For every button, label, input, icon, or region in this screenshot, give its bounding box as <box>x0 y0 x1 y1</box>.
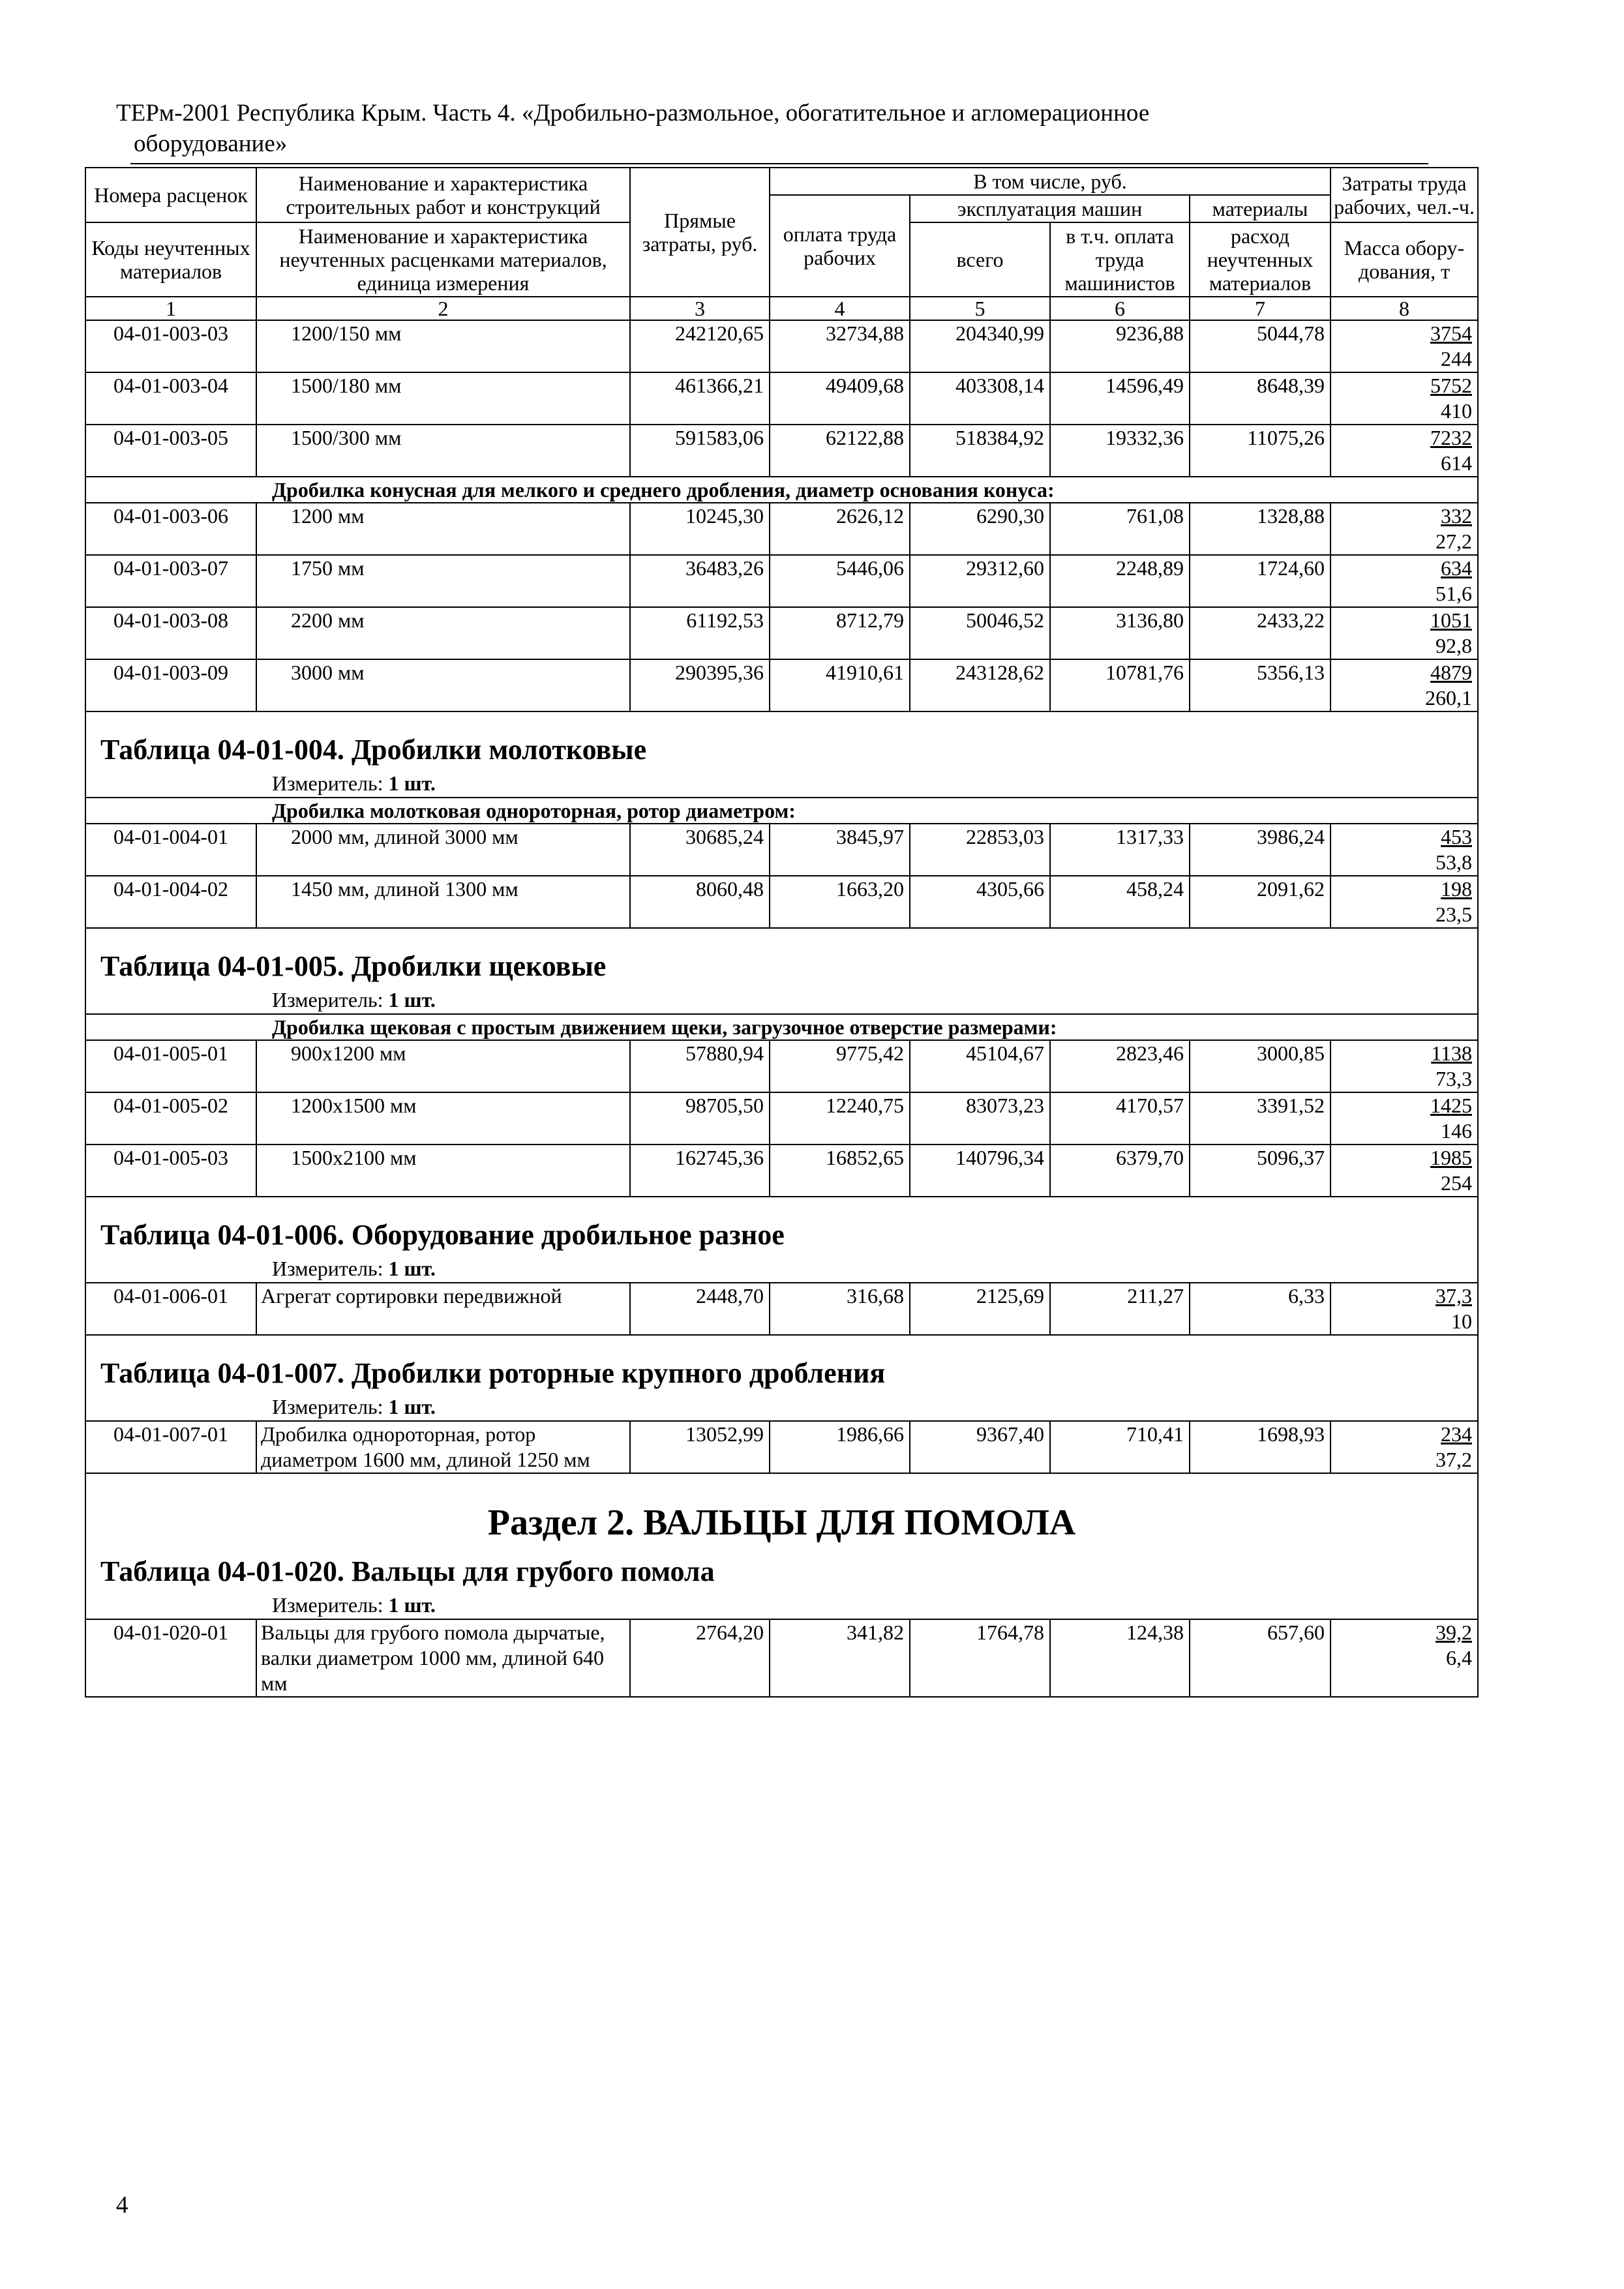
labor-cost: 341,82 <box>770 1619 910 1697</box>
col2-top-header: Наименование и характеристика строительных работ и конструкций <box>256 168 630 222</box>
spacer-row <box>85 928 1478 947</box>
machine-cost: 518384,92 <box>910 425 1050 477</box>
machinist-labor-cost: 124,38 <box>1050 1619 1190 1697</box>
measure-row <box>85 1393 1478 1421</box>
measure-line <box>85 1255 1478 1283</box>
table-row <box>85 555 1478 607</box>
spacer-row <box>85 711 1478 730</box>
equipment-mass: 37,2 <box>1436 1448 1473 1471</box>
labor-cost: 9775,42 <box>770 1040 910 1092</box>
labor-cost: 12240,75 <box>770 1092 910 1144</box>
spacer <box>85 711 1478 730</box>
rate-code: 04-01-006-01 <box>85 1283 256 1335</box>
labor-hours: 4879 <box>1430 661 1473 684</box>
rate-code: 04-01-007-01 <box>85 1421 256 1473</box>
equipment-mass: 73,3 <box>1436 1067 1473 1090</box>
measure-line <box>85 1591 1478 1619</box>
table-row <box>85 1144 1478 1197</box>
table-row <box>85 425 1478 477</box>
spacer-row <box>85 1197 1478 1216</box>
table-title-row <box>85 1552 1478 1591</box>
equipment-mass: 244 <box>1441 347 1473 370</box>
machine-cost: 50046,52 <box>910 607 1050 659</box>
col2-bottom-header: Наименование и характеристика неучтенных расценками материалов, единица измерения <box>256 222 630 297</box>
col5-header: всего <box>910 222 1050 297</box>
labor-mass-cell <box>1331 824 1478 876</box>
section-2-title: Раздел 2. ВАЛЬЦЫ ДЛЯ ПОМОЛА <box>85 1473 1478 1552</box>
rate-code: 04-01-003-09 <box>85 659 256 711</box>
labor-cost: 1663,20 <box>770 876 910 928</box>
labor-hours: 234 <box>1441 1422 1473 1446</box>
col-number: 4 <box>770 297 910 320</box>
spacer <box>85 928 1478 947</box>
table-row <box>85 1283 1478 1335</box>
materials-cost: 11075,26 <box>1190 425 1331 477</box>
measure-row <box>85 770 1478 798</box>
labor-mass-cell <box>1331 1619 1478 1697</box>
labor-mass-cell <box>1331 1144 1478 1197</box>
section-title-row <box>85 1473 1478 1552</box>
rate-code: 04-01-020-01 <box>85 1619 256 1697</box>
subheading-row <box>85 1014 1478 1040</box>
machine-cost: 9367,40 <box>910 1421 1050 1473</box>
labor-cost: 16852,65 <box>770 1144 910 1197</box>
materials-cost: 3000,85 <box>1190 1040 1331 1092</box>
labor-mass-cell <box>1331 425 1478 477</box>
labor-hours: 7232 <box>1430 426 1473 449</box>
labor-cost: 8712,79 <box>770 607 910 659</box>
labor-hours: 1985 <box>1430 1146 1473 1169</box>
labor-mass-cell <box>1331 659 1478 711</box>
col8-bottom-header: Масса обору-дования, т <box>1331 222 1478 297</box>
labor-cost: 5446,06 <box>770 555 910 607</box>
equipment-mass: 6,4 <box>1446 1646 1473 1669</box>
equipment-mass: 410 <box>1441 399 1473 423</box>
direct-cost: 30685,24 <box>630 824 770 876</box>
table-row <box>85 1092 1478 1144</box>
table-row <box>85 876 1478 928</box>
equipment-mass: 23,5 <box>1436 903 1473 926</box>
item-name: 1750 мм <box>256 555 630 607</box>
direct-cost: 57880,94 <box>630 1040 770 1092</box>
machinist-labor-cost: 1317,33 <box>1050 824 1190 876</box>
measure-value: 1 шт. <box>388 988 436 1011</box>
table-row <box>85 503 1478 555</box>
table-04-01-020-title: Таблица 04-01-020. Вальцы для грубого помола <box>85 1552 1478 1591</box>
spacer-row <box>85 1335 1478 1354</box>
equipment-mass: 51,6 <box>1436 582 1473 605</box>
measure-value: 1 шт. <box>388 1593 436 1617</box>
machinist-labor-cost: 6379,70 <box>1050 1144 1190 1197</box>
labor-mass-cell <box>1331 1092 1478 1144</box>
table-row <box>85 320 1478 372</box>
materials-cost: 5096,37 <box>1190 1144 1331 1197</box>
item-name: 1450 мм, длиной 1300 мм <box>256 876 630 928</box>
machinist-labor-cost: 2248,89 <box>1050 555 1190 607</box>
header-row-1 <box>85 168 1478 195</box>
labor-cost: 62122,88 <box>770 425 910 477</box>
page-header <box>116 98 1460 159</box>
labor-hours: 5752 <box>1430 374 1473 397</box>
table-row <box>85 607 1478 659</box>
col3-header: Прямые затраты, руб. <box>630 168 770 297</box>
machinist-labor-cost: 2823,46 <box>1050 1040 1190 1092</box>
labor-hours: 332 <box>1441 504 1473 528</box>
table-row <box>85 824 1478 876</box>
measure-row <box>85 1591 1478 1619</box>
direct-cost: 2764,20 <box>630 1619 770 1697</box>
measure-line <box>85 1393 1478 1421</box>
direct-cost: 13052,99 <box>630 1421 770 1473</box>
materials-cost: 2091,62 <box>1190 876 1331 928</box>
table-row <box>85 1421 1478 1473</box>
machinist-labor-cost: 3136,80 <box>1050 607 1190 659</box>
item-name: 1200х1500 мм <box>256 1092 630 1144</box>
measure-line <box>85 770 1478 798</box>
direct-cost: 2448,70 <box>630 1283 770 1335</box>
col8-top-header: Затраты труда рабочих, чел.-ч. <box>1331 168 1478 222</box>
labor-hours: 39,2 <box>1436 1621 1473 1644</box>
labor-cost: 32734,88 <box>770 320 910 372</box>
labor-hours: 1051 <box>1430 608 1473 632</box>
equipment-mass: 27,2 <box>1436 530 1473 553</box>
rate-code: 04-01-005-03 <box>85 1144 256 1197</box>
machine-cost: 1764,78 <box>910 1619 1050 1697</box>
measure-label: Измеритель: <box>272 988 383 1011</box>
rate-code: 04-01-005-02 <box>85 1092 256 1144</box>
col-number: 3 <box>630 297 770 320</box>
rate-code: 04-01-003-08 <box>85 607 256 659</box>
subheading-row <box>85 798 1478 824</box>
spacer <box>85 1197 1478 1216</box>
machine-cost: 204340,99 <box>910 320 1050 372</box>
equipment-mass: 260,1 <box>1425 686 1473 710</box>
materials-cost: 8648,39 <box>1190 372 1331 425</box>
col-number: 6 <box>1050 297 1190 320</box>
col-number: 1 <box>85 297 256 320</box>
materials-cost: 6,33 <box>1190 1283 1331 1335</box>
machines-header: эксплуатация машин <box>910 195 1190 222</box>
header-line-1: ТЕРм-2001 Республика Крым. Часть 4. «Дробильно-размольное, обогатительное и агломерационное <box>116 100 1150 127</box>
col-number: 5 <box>910 297 1050 320</box>
labor-hours: 3754 <box>1430 322 1473 345</box>
subheading-cone-crusher: Дробилка конусная для мелкого и среднего дробления, диаметр основания конуса: <box>85 477 1478 503</box>
machine-cost: 6290,30 <box>910 503 1050 555</box>
materials-header: материалы <box>1190 195 1331 222</box>
page-number: 4 <box>116 2192 128 2219</box>
equipment-mass: 92,8 <box>1436 634 1473 657</box>
machine-cost: 140796,34 <box>910 1144 1050 1197</box>
labor-cost: 316,68 <box>770 1283 910 1335</box>
header-line-2: оборудование» <box>134 130 288 157</box>
labor-cost: 3845,97 <box>770 824 910 876</box>
labor-hours: 634 <box>1441 556 1473 580</box>
labor-cost: 41910,61 <box>770 659 910 711</box>
col-number: 2 <box>256 297 630 320</box>
incl-header: В том числе, руб. <box>770 168 1331 195</box>
measure-row <box>85 1255 1478 1283</box>
machinist-labor-cost: 4170,57 <box>1050 1092 1190 1144</box>
machinist-labor-cost: 710,41 <box>1050 1421 1190 1473</box>
machinist-labor-cost: 9236,88 <box>1050 320 1190 372</box>
table-row <box>85 659 1478 711</box>
labor-hours: 1138 <box>1431 1041 1473 1065</box>
measure-value: 1 шт. <box>388 1257 436 1280</box>
labor-mass-cell <box>1331 1283 1478 1335</box>
materials-cost: 5044,78 <box>1190 320 1331 372</box>
subheading-jaw-crusher: Дробилка щековая с простым движением щеки, загрузочное отверстие размерами: <box>85 1014 1478 1040</box>
rate-code: 04-01-003-05 <box>85 425 256 477</box>
machine-cost: 2125,69 <box>910 1283 1050 1335</box>
machine-cost: 83073,23 <box>910 1092 1050 1144</box>
labor-cost: 49409,68 <box>770 372 910 425</box>
table-04-01-007-title: Таблица 04-01-007. Дробилки роторные крупного дробления <box>85 1354 1478 1393</box>
direct-cost: 242120,65 <box>630 320 770 372</box>
table-title-row <box>85 947 1478 986</box>
machinist-labor-cost: 19332,36 <box>1050 425 1190 477</box>
item-name: 1500х2100 мм <box>256 1144 630 1197</box>
labor-cost: 2626,12 <box>770 503 910 555</box>
labor-hours: 1425 <box>1430 1094 1473 1117</box>
table-row <box>85 1040 1478 1092</box>
item-name: 2000 мм, длиной 3000 мм <box>256 824 630 876</box>
machine-cost: 243128,62 <box>910 659 1050 711</box>
direct-cost: 61192,53 <box>630 607 770 659</box>
equipment-mass: 53,8 <box>1436 850 1473 874</box>
column-numbers-row <box>85 297 1478 320</box>
item-name: 3000 мм <box>256 659 630 711</box>
machine-cost: 403308,14 <box>910 372 1050 425</box>
machinist-labor-cost: 458,24 <box>1050 876 1190 928</box>
item-name: Дробилка однороторная, ротор диаметром 1600 мм, длиной 1250 мм <box>256 1421 630 1473</box>
item-name: Агрегат сортировки передвижной <box>256 1283 630 1335</box>
labor-mass-cell <box>1331 372 1478 425</box>
labor-mass-cell <box>1331 876 1478 928</box>
table-title-row <box>85 1354 1478 1393</box>
rate-code: 04-01-003-07 <box>85 555 256 607</box>
machinist-labor-cost: 10781,76 <box>1050 659 1190 711</box>
measure-label: Измеритель: <box>272 1593 383 1617</box>
equipment-mass: 614 <box>1441 451 1473 475</box>
item-name: 1200 мм <box>256 503 630 555</box>
labor-mass-cell <box>1331 320 1478 372</box>
machine-cost: 45104,67 <box>910 1040 1050 1092</box>
measure-label: Измеритель: <box>272 771 383 795</box>
materials-cost: 1698,93 <box>1190 1421 1331 1473</box>
equipment-mass: 146 <box>1441 1119 1473 1143</box>
table-04-01-004-title: Таблица 04-01-004. Дробилки молотковые <box>85 730 1478 770</box>
table-title-row <box>85 1216 1478 1255</box>
materials-cost: 5356,13 <box>1190 659 1331 711</box>
direct-cost: 290395,36 <box>630 659 770 711</box>
subheading-hammer-crusher: Дробилка молотковая однороторная, ротор диаметром: <box>85 798 1478 824</box>
item-name: 1500/180 мм <box>256 372 630 425</box>
materials-cost: 2433,22 <box>1190 607 1331 659</box>
table-04-01-006-title: Таблица 04-01-006. Оборудование дробильное разное <box>85 1216 1478 1255</box>
spacer <box>85 1335 1478 1354</box>
machinist-labor-cost: 14596,49 <box>1050 372 1190 425</box>
subheading-row <box>85 477 1478 503</box>
col7-header: расход неучтенных материалов <box>1190 222 1331 297</box>
rate-code: 04-01-005-01 <box>85 1040 256 1092</box>
machinist-labor-cost: 211,27 <box>1050 1283 1190 1335</box>
rates-table <box>85 167 1479 1698</box>
rate-code: 04-01-003-03 <box>85 320 256 372</box>
materials-cost: 3391,52 <box>1190 1092 1331 1144</box>
labor-hours: 37,3 <box>1436 1284 1473 1308</box>
measure-label: Измеритель: <box>272 1395 383 1418</box>
labor-mass-cell <box>1331 555 1478 607</box>
equipment-mass: 10 <box>1451 1309 1473 1333</box>
machine-cost: 22853,03 <box>910 824 1050 876</box>
labor-hours: 198 <box>1441 877 1473 901</box>
equipment-mass: 254 <box>1441 1171 1473 1195</box>
col1-top-header: Номера расценок <box>85 168 256 222</box>
table-04-01-005-title: Таблица 04-01-005. Дробилки щековые <box>85 947 1478 986</box>
machine-cost: 4305,66 <box>910 876 1050 928</box>
direct-cost: 36483,26 <box>630 555 770 607</box>
table-row <box>85 372 1478 425</box>
measure-line <box>85 986 1478 1014</box>
direct-cost: 162745,36 <box>630 1144 770 1197</box>
direct-cost: 8060,48 <box>630 876 770 928</box>
materials-cost: 1328,88 <box>1190 503 1331 555</box>
rate-code: 04-01-003-06 <box>85 503 256 555</box>
header-rule <box>130 163 1428 164</box>
labor-mass-cell <box>1331 607 1478 659</box>
measure-row <box>85 986 1478 1014</box>
machinist-labor-cost: 761,08 <box>1050 503 1190 555</box>
labor-mass-cell <box>1331 503 1478 555</box>
labor-cost: 1986,66 <box>770 1421 910 1473</box>
rate-code: 04-01-004-01 <box>85 824 256 876</box>
item-name: Вальцы для грубого помола дырчатые, валки диаметром 1000 мм, длиной 640 мм <box>256 1619 630 1697</box>
col1-bottom-header: Коды неучтенных материалов <box>85 222 256 297</box>
labor-mass-cell <box>1331 1040 1478 1092</box>
direct-cost: 591583,06 <box>630 425 770 477</box>
direct-cost: 10245,30 <box>630 503 770 555</box>
rate-code: 04-01-003-04 <box>85 372 256 425</box>
item-name: 1200/150 мм <box>256 320 630 372</box>
measure-value: 1 шт. <box>388 771 436 795</box>
item-name: 1500/300 мм <box>256 425 630 477</box>
col-number: 8 <box>1331 297 1478 320</box>
col6-header: в т.ч. оплата труда машинистов <box>1050 222 1190 297</box>
materials-cost: 3986,24 <box>1190 824 1331 876</box>
table-row <box>85 1619 1478 1697</box>
rate-code: 04-01-004-02 <box>85 876 256 928</box>
labor-mass-cell <box>1331 1421 1478 1473</box>
item-name: 900х1200 мм <box>256 1040 630 1092</box>
col-number: 7 <box>1190 297 1331 320</box>
table-title-row <box>85 730 1478 770</box>
machine-cost: 29312,60 <box>910 555 1050 607</box>
direct-cost: 98705,50 <box>630 1092 770 1144</box>
measure-label: Измеритель: <box>272 1257 383 1280</box>
materials-cost: 1724,60 <box>1190 555 1331 607</box>
materials-cost: 657,60 <box>1190 1619 1331 1697</box>
item-name: 2200 мм <box>256 607 630 659</box>
col4-header: оплата труда рабочих <box>770 195 910 297</box>
direct-cost: 461366,21 <box>630 372 770 425</box>
labor-hours: 453 <box>1441 825 1473 848</box>
measure-value: 1 шт. <box>388 1395 436 1418</box>
